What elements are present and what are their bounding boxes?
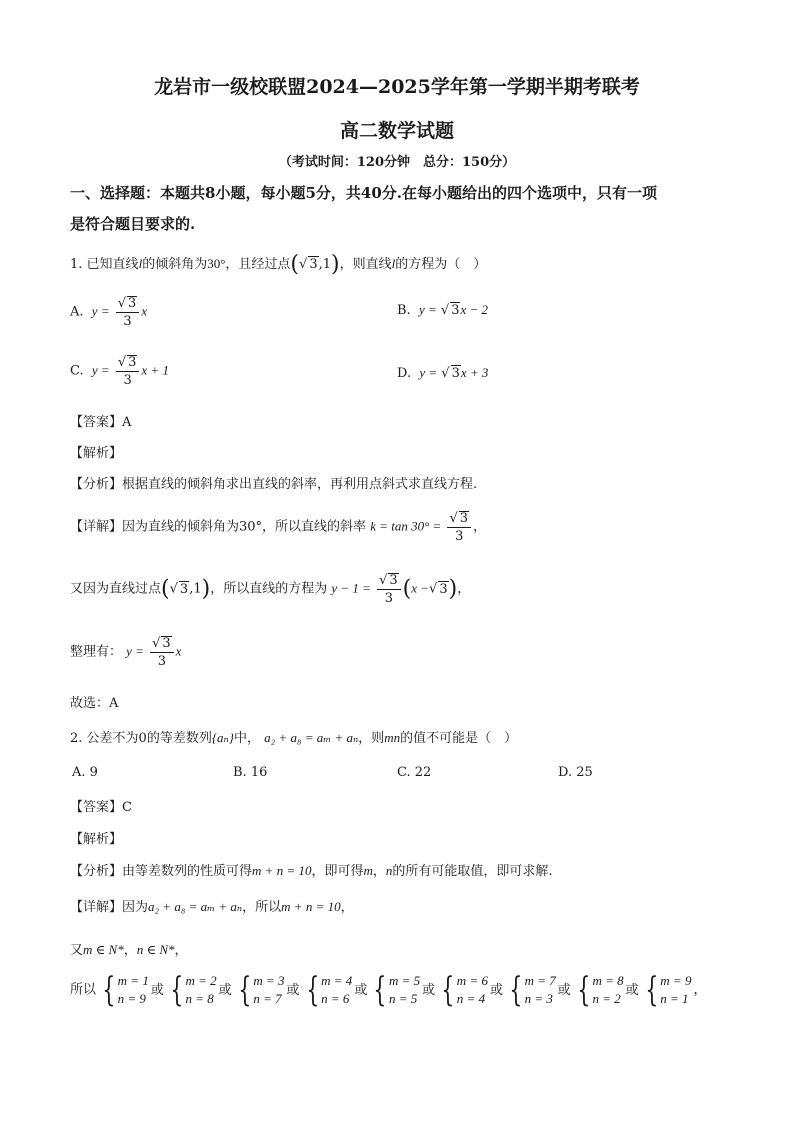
option-y: y = — [91, 303, 110, 319]
q1-angle: 30° — [207, 256, 226, 271]
system-m: m = 7 — [524, 973, 556, 988]
option-label: C. — [70, 363, 84, 379]
frac-den: 3 — [384, 591, 393, 606]
brace: { — [373, 970, 387, 1010]
option-expr: x − 2 — [460, 302, 489, 317]
answer-value: A — [122, 415, 132, 430]
q1-answer — [70, 411, 131, 430]
q1-option-b[interactable]: B. y = √ 3x − 2 — [397, 302, 489, 318]
option-y: y = — [419, 365, 438, 380]
q2-stem-c: ，则 — [358, 731, 385, 746]
q1-detail-line3: 整理有： y = $\frac{√ 3}{3}$ x — [70, 636, 182, 669]
or-word: 或 — [557, 982, 571, 998]
detail-k: k = tan 30° = — [370, 518, 442, 534]
line2-end: ， — [457, 581, 471, 597]
line2-m: m ∈ N* — [83, 942, 124, 957]
fenxi-m: m — [363, 863, 373, 878]
system-m: m = 1 — [117, 973, 149, 988]
q2-stem — [70, 727, 517, 746]
q2-eq: a₂ + a₈ = aₘ + aₙ — [264, 730, 359, 745]
line2-sqrt: 3 — [439, 581, 448, 597]
brace: { — [102, 970, 116, 1010]
brace: { — [170, 970, 184, 1010]
system-m: m = 2 — [185, 973, 217, 988]
q1-fenxi — [70, 473, 477, 492]
section-heading-line1: 一、选择题：本题共8小题，每小题5分，共40分.在每小题给出的四个选项中，只有一项 — [70, 184, 657, 202]
mn-system — [437, 972, 488, 1008]
system-n: n = 7 — [253, 991, 282, 1006]
frac-den: 3 — [123, 373, 132, 388]
q1-option-c[interactable]: C. y = $\frac{√ 3}{3}$ x + 1 — [70, 355, 169, 388]
brace: { — [509, 970, 523, 1010]
q1-point-tail: ,1 — [318, 257, 331, 272]
frac-den: 3 — [455, 529, 464, 544]
q1-stem-a: 已知直线 — [86, 257, 139, 272]
q2-number: 2. — [70, 731, 83, 746]
brace: { — [238, 970, 251, 1010]
frac-num: 3 — [389, 573, 398, 588]
detail-eq: a₂ + a₈ = aₘ + aₙ — [148, 899, 243, 914]
line3-end: ， — [693, 982, 707, 998]
brace: { — [577, 970, 591, 1010]
detail-c: ， — [340, 900, 354, 915]
line2-a: 又因为直线过点 — [70, 581, 162, 597]
frac-num: 3 — [459, 511, 469, 526]
q2-option-d[interactable]: D. 25 — [558, 765, 593, 780]
answer-value: C — [122, 800, 132, 815]
mn-system — [166, 972, 217, 1008]
or-word: 或 — [150, 982, 164, 998]
fenxi-a: 由等差数列的性质可得 — [122, 864, 253, 879]
detail-text: 因为直线的倾斜角为30°，所以直线的斜率 — [122, 519, 367, 535]
system-m: m = 6 — [456, 973, 488, 988]
fenxi-eq: m + n = 10 — [252, 863, 312, 878]
exam-subtitle: 高二数学试题 — [339, 120, 454, 142]
mn-system — [234, 972, 285, 1008]
frac-den: 3 — [157, 654, 167, 669]
system-n: n = 1 — [660, 991, 689, 1006]
brace: { — [441, 970, 455, 1010]
system-n: n = 9 — [117, 991, 146, 1006]
line2-c: ， — [174, 943, 188, 958]
section-heading-line2: 是符合题目要求的. — [70, 215, 196, 233]
brace: { — [305, 970, 319, 1010]
option-y: y = — [418, 302, 437, 317]
option-expr: x + 1 — [141, 362, 169, 378]
frac-num: 3 — [162, 636, 171, 651]
frac-num: 3 — [128, 296, 137, 311]
line3-y: y = — [126, 643, 144, 659]
q2-option-b[interactable]: B. 16 — [233, 765, 268, 780]
q2-stem-b: 中， — [234, 731, 261, 746]
exam-info: （考试时间：120分钟 总分：150分） — [278, 155, 516, 170]
q2-option-a[interactable]: A. 9 — [72, 765, 98, 780]
detail-a: 因为 — [122, 900, 149, 915]
line2-b: ，所以直线的方程为 — [210, 581, 328, 597]
q1-line-l2: l — [391, 256, 396, 271]
or-word: 或 — [218, 982, 232, 998]
point-tail: ,1 — [189, 581, 202, 597]
q1-number: 1. — [70, 257, 83, 272]
point-sqrt: 3 — [179, 581, 189, 597]
line2-eq: y − 1 = — [331, 580, 371, 596]
fenxi-tag: 【分析】 — [70, 864, 123, 879]
or-word: 或 — [286, 982, 300, 998]
q2-mn: mn — [384, 730, 401, 745]
frac-num: 3 — [128, 355, 137, 370]
q2-stem-d: 的值不可能是（ ） — [400, 731, 518, 746]
q2-fenxi — [70, 860, 553, 879]
system-n: n = 6 — [321, 991, 350, 1006]
system-m: m = 9 — [660, 973, 692, 988]
answer-tag: 【答案】 — [70, 800, 123, 815]
option-label: D. — [397, 366, 412, 381]
q2-seq: {aₙ} — [211, 730, 234, 745]
fenxi-n: n — [385, 863, 393, 878]
mn-system — [505, 972, 556, 1008]
detail-tag: 【详解】 — [70, 519, 123, 535]
q1-stem-c: ，且经过点 — [225, 257, 291, 272]
option-y: y = — [91, 362, 110, 378]
q1-stem-e: 的方程为（ ） — [395, 257, 487, 272]
q1-point-sqrt: 3 — [309, 257, 318, 272]
brace: { — [644, 970, 658, 1010]
q1-option-d[interactable]: D. y = √ 3x + 3 — [397, 365, 489, 381]
fenxi-d: 的所有可能取值，即可求解. — [392, 864, 553, 879]
q2-detail-line1 — [70, 896, 354, 915]
line3-a: 整理有： — [70, 644, 123, 660]
q1-line-l: l — [138, 256, 143, 271]
system-n: n = 3 — [524, 991, 553, 1006]
option-sqrt: 3 — [451, 366, 460, 381]
line2-x: x − — [411, 580, 430, 596]
q2-analysis-tag: 【解析】 — [70, 832, 123, 847]
q2-detail-line3 — [70, 972, 706, 1008]
q1-stem: 1. 已知直线l的倾斜角为30°，且经过点(√ 3,1)，则直线l的方程为（ ） — [70, 252, 487, 277]
fenxi-text: 根据直线的倾斜角求出直线的斜率，再利用点斜式求直线方程. — [122, 477, 478, 492]
or-word: 或 — [354, 982, 368, 998]
q2-stem-a: 公差不为0的等差数列 — [86, 731, 212, 746]
option-sqrt: 3 — [451, 303, 460, 318]
system-m: m = 5 — [388, 973, 421, 988]
mn-pairs — [96, 970, 693, 1010]
system-n: n = 4 — [456, 991, 486, 1006]
detail-tag: 【详解】 — [70, 900, 123, 915]
system-m: m = 8 — [592, 973, 624, 988]
q2-option-c[interactable]: C. 22 — [397, 765, 432, 780]
or-word: 或 — [489, 982, 503, 998]
exam-title: 龙岩市一级校联盟2024—2025学年第一学期半期考联考 — [154, 76, 640, 98]
q1-detail-line2: 又因为直线过点(√ 3,1)，所以直线的方程为 y − 1 = $\frac{√ 3}{3}$ (x −√ 3)， — [70, 573, 471, 606]
mn-system — [369, 972, 420, 1008]
line2-n: n ∈ N* — [136, 942, 175, 957]
line2-a: 又 — [70, 943, 84, 958]
mn-system — [641, 972, 692, 1008]
line3-x: x — [175, 643, 182, 659]
line2-b: ， — [123, 943, 137, 958]
option-label: B. — [397, 303, 411, 318]
mn-system — [302, 972, 353, 1008]
q1-choice: 故选：A — [70, 696, 119, 711]
q2-answer — [70, 796, 132, 815]
or-word: 或 — [625, 982, 639, 998]
fenxi-tag: 【分析】 — [70, 477, 123, 492]
system-n: n = 5 — [388, 991, 418, 1006]
mn-system — [98, 972, 149, 1008]
system-m: m = 3 — [253, 973, 285, 988]
detail-eq2: m + n = 10 — [281, 899, 341, 914]
q1-detail-line1: 【详解】因为直线的倾斜角为30°，所以直线的斜率 k = tan 30° = $\frac{√ 3}{3}$ ， — [70, 511, 487, 544]
q1-stem-d: ，则直线 — [339, 257, 392, 272]
q1-option-a[interactable]: A. y = $\frac{√ 3}{3}$ x — [70, 296, 148, 329]
line3-a: 所以 — [70, 982, 97, 998]
answer-tag: 【答案】 — [70, 415, 123, 430]
q1-stem-b: 的倾斜角为 — [142, 257, 208, 272]
option-expr: x + 3 — [460, 365, 489, 380]
q2-detail-line2 — [70, 939, 188, 958]
detail-b: ，所以 — [242, 900, 282, 915]
option-label: A. — [70, 304, 84, 320]
fenxi-c: ， — [372, 864, 386, 879]
or-word: 或 — [422, 982, 436, 998]
system-n: n = 2 — [592, 991, 621, 1006]
system-n: n = 8 — [185, 991, 214, 1006]
option-x: x — [141, 303, 148, 319]
frac-den: 3 — [123, 314, 132, 329]
system-m: m = 4 — [321, 973, 353, 988]
fenxi-b: ，即可得 — [311, 864, 364, 879]
mn-system — [573, 972, 624, 1008]
q1-analysis-tag: 【解析】 — [70, 446, 123, 461]
